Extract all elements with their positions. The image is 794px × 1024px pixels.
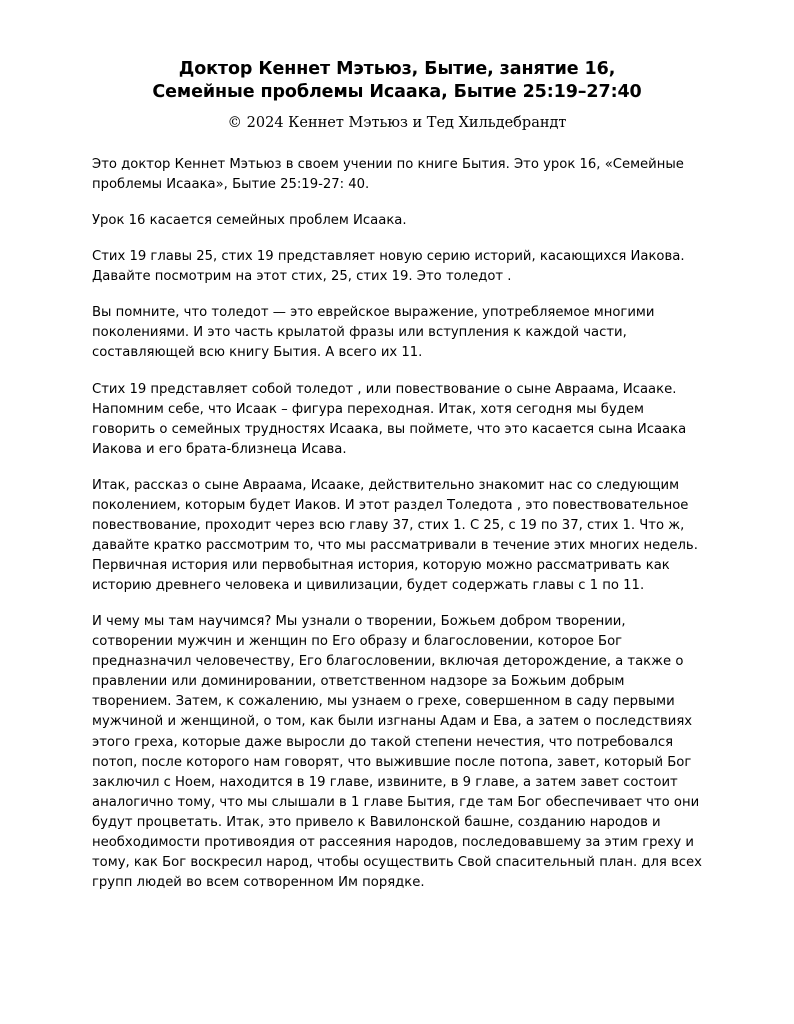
paragraph: Стих 19 представляет собой толедот , или повествование о сыне Авраама, Исааке. Напомним себе, что Исаак – фигура переходная. Итак, хотя сегодня мы будем говорить о семейных трудностях Исаака, вы поймете, что это касается сына Исаака Иакова и его брата-близнеца Исава. [92, 381, 687, 457]
document-body [92, 155, 702, 893]
paragraph: Это доктор Кеннет Мэтьюз в своем учении по книге Бытия. Это урок 16, «Семейные проблемы Исаака», Бытие 25:19-27: 40. [92, 157, 684, 193]
page-title-line-2: Семейные проблемы Исаака, Бытие 25:19–27:40 [152, 82, 642, 103]
paragraph: И чему мы там научимся? Мы узнали о творении, Божьем добром творении, сотворении мужчин и женщин по Его образу и благословении, которое Бог предназначил человечеству, Его благословении, включая деторождение, а также о правлении или доминировании, ответственном надзоре за Божьим добрым творением. Затем, к сожалению, мы узнаем о грехе, совершенном в саду первыми мужчиной и женщиной, о том, как были изгнаны Адам и Ева, а затем о последствиях этого греха, которые даже выросли до такой степени нечестия, что потребовался потоп, после которого нам говорят, что выжившие после потопа, завет, который Бог заключил с Ноем, находится в 19 главе, извините, в 9 главе, а затем завет состоит аналогично тому, что мы слышали в 1 главе Бытия, где там Бог обеспечивает что они будут процветать. Итак, это привело к Вавилонской башне, созданию народов и необходимости противоядия от рассеяния народов, последовавшему за этим греху и тому, как Бог воскресил народ, чтобы осуществить Свой спасительный план. для всех групп людей во всем сотворенном Им порядке. [92, 614, 702, 890]
paragraph: Итак, рассказ о сыне Авраама, Исааке, действительно знакомит нас со следующим поколением, которым будет Иаков. И этот раздел Толедота , это повествовательное повествование, проходит через всю главу 37, стих 1. С 25, с 19 по 37, стих 1. Что ж, давайте кратко рассмотрим то, что мы рассматривали в течение этих многих недель. Первичная история или первобытная история, которую можно рассматривать как историю древнего человека и цивилизации, будет содержать главы с 1 по 11. [92, 477, 698, 594]
page-title [92, 58, 702, 104]
copyright-notice: © 2024 Кеннет Мэтьюз и Тед Хильдебрандт [227, 115, 567, 132]
paragraph: Стих 19 главы 25, стих 19 представляет новую серию историй, касающихся Иакова. Давайте посмотрим на этот стих, 25, стих 19. Это толедот . [92, 249, 685, 285]
paragraph: Урок 16 касается семейных проблем Исаака. [92, 213, 407, 229]
page-title-line-1: Доктор Кеннет Мэтьюз, Бытие, занятие 16, [178, 59, 616, 79]
paragraph: Вы помните, что толедот — это еврейское выражение, употребляемое многими поколениями. И это часть крылатой фразы или вступления к каждой части, составляющей всю книгу Бытия. А всего их 11. [92, 305, 655, 361]
